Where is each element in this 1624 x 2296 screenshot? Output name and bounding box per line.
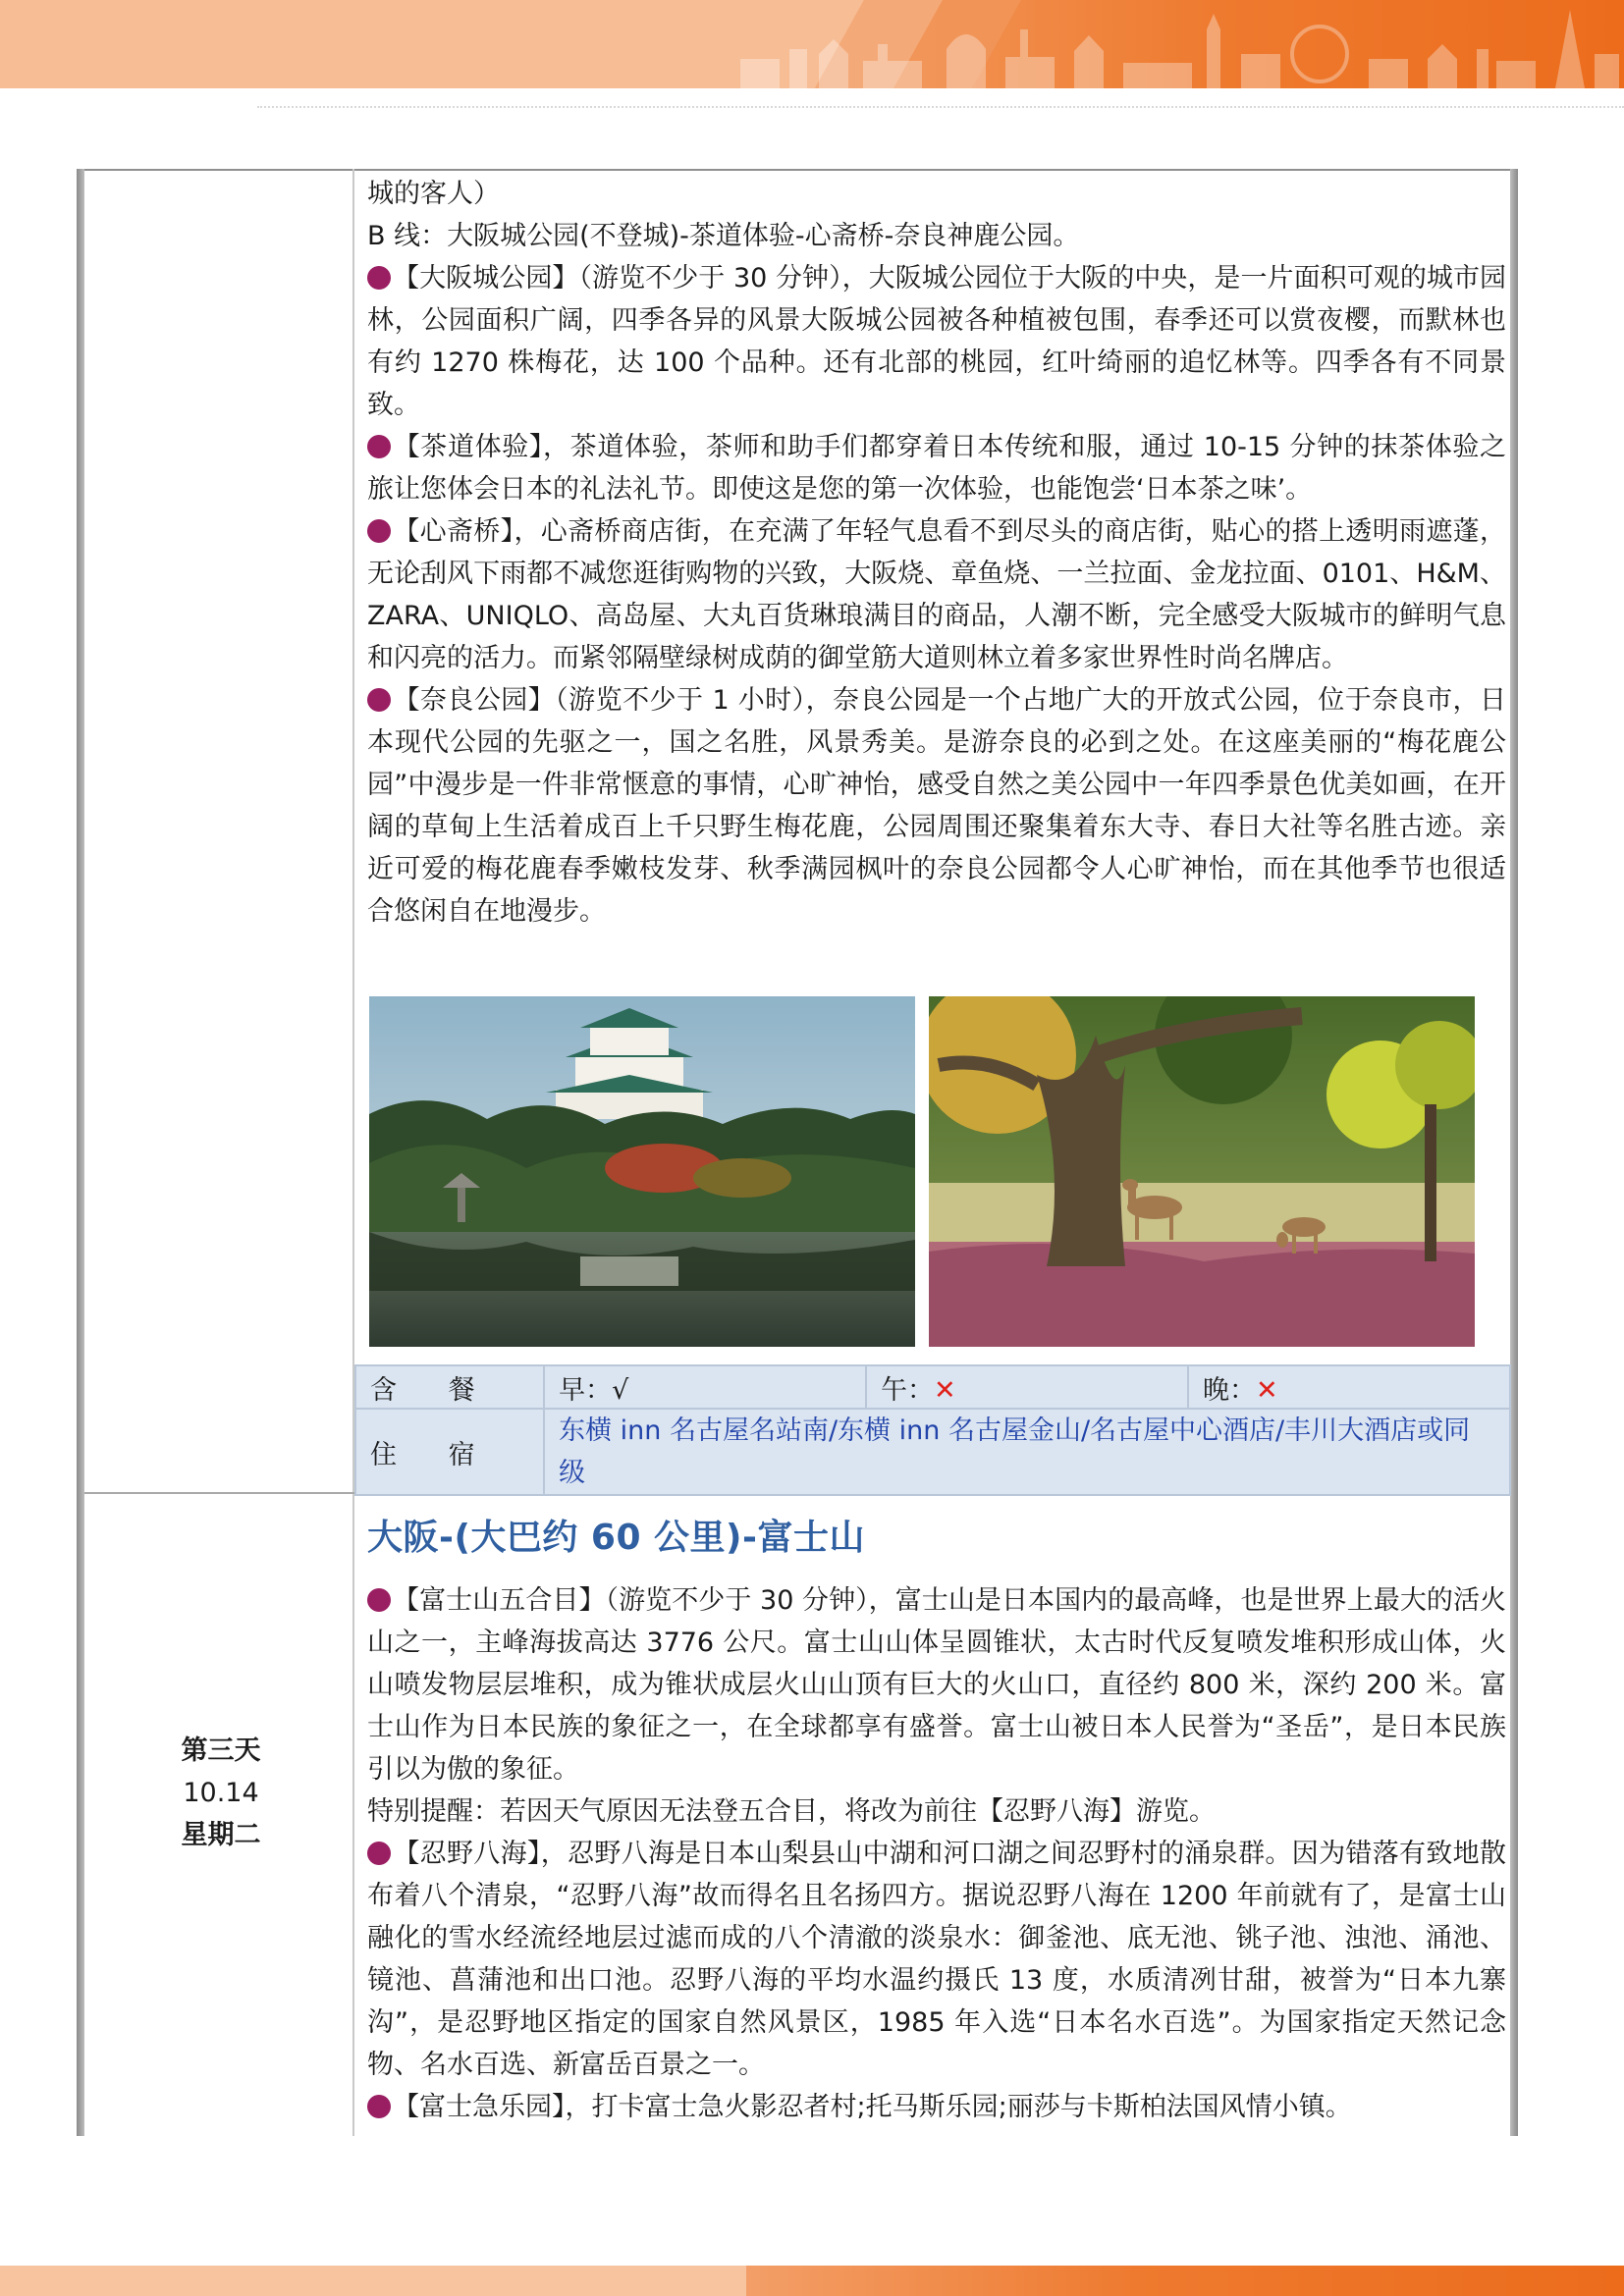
bullet-icon — [367, 519, 391, 543]
day3-label — [88, 1730, 353, 1856]
attraction-tea-ceremony — [367, 426, 1506, 510]
special-reminder: 特别提醒：若因天气原因无法登五合目，将改为前往【忍野八海】游览。 — [367, 1796, 1216, 1827]
table-right-border — [1510, 169, 1518, 2136]
attraction-osaka-castle-park — [367, 257, 1506, 426]
dinner-label: 晚： — [1203, 1374, 1256, 1406]
osaka-castle-photo — [369, 996, 915, 1347]
attraction-nara-park — [367, 679, 1506, 933]
attraction-fuji-5th-station — [367, 1579, 1506, 1790]
attraction-text: ，心斋桥商店街，在充满了年轻气息看不到尽头的商店街，贴心的搭上透明雨遮蓬，无论刮风下雨都不减您逛街购物的兴致，大阪烧、章鱼烧、一兰拉面、金龙拉面、0101、H&M、ZARA、UNIQLO、高岛屋、大丸百货琳琅满目的商品，人潮不断，完全感受大阪城市的鲜明气息和闪亮的活力。而紧邻隔壁绿树成荫的御堂筋大道则林立着多家世界性时尚名牌店。 — [367, 516, 1507, 673]
bullet-icon — [367, 2095, 391, 2118]
table-top-border — [77, 169, 1518, 171]
breakfast-label: 早： — [559, 1374, 613, 1406]
attraction-name: 【大阪城公园】 — [393, 263, 579, 294]
bullet-icon — [367, 266, 391, 290]
meals-lodging-table — [354, 1364, 1511, 1496]
lodging-label: 住 宿 — [355, 1409, 544, 1495]
breakfast-cell — [544, 1365, 866, 1409]
attraction-text: ，打卡富士急火影忍者村;托马斯乐园;丽莎与卡斯柏法国风情小镇。 — [565, 2092, 1352, 2122]
dinner-value: ✕ — [1256, 1374, 1278, 1406]
attraction-text: ，茶道体验，茶师和助手们都穿着日本传统和服，通过 10-15 分钟的抹茶体验之旅让您体会日本的礼法礼节。即使这是您的第一次体验，也能饱尝‘日本茶之味’。 — [367, 432, 1506, 505]
dinner-cell — [1188, 1365, 1510, 1409]
day3-content — [367, 1579, 1506, 2128]
bullet-icon — [367, 1588, 391, 1612]
attraction-text: ，忍野八海是日本山梨县山中湖和河口湖之间忍野村的涌泉群。因为错落有致地散布着八个清泉，“忍野八海”故而得名且名扬四方。据说忍野八海在 1200 年前就有了，是富士山融化的雪水经流经地层过滤而成的八个清澈的淡泉水：御釜池、底无池、铫子池、浊池、涌池、镜池、菖蒲池和出口池。忍野八海的平均水温约摄氏 13 度，水质清冽甘甜，被誉为“日本九寨沟”，是忍野地区指定的国家自然风景区，1985 年入选“日本名水百选”。为国家指定天然记念物、名水百选、新富岳百景之一。 — [367, 1839, 1506, 2080]
attraction-text: （游览不少于 30 分钟），富士山是日本国内的最高峰，也是世界上最大的活火山之一，主峰海拔高达 3776 公尺。富士山山体呈圆锥状，太古时代反复喷发堆积形成山体，火山喷发物层层堆积，成为锥状成层火山山顶有巨大的火山口，直径约 800 米，深约 200 米。富士山作为日本民族的象征之一，在全球都享有盛誉。富士山被日本人民誉为“圣岳”，是日本民族引以为傲的象征。 — [367, 1585, 1507, 1785]
attraction-oshino-hakkai — [367, 1833, 1506, 2086]
bullet-icon — [367, 435, 391, 458]
day-date: 10.14 — [183, 1778, 259, 1808]
route-b-line: B 线：大阪城公园(不登城)-茶道体验-心斋桥-奈良神鹿公园。 — [367, 221, 1080, 251]
day-name: 第三天 — [181, 1735, 261, 1766]
attraction-shinsaibashi — [367, 510, 1506, 679]
lunch-cell — [866, 1365, 1188, 1409]
header-banner — [0, 0, 1624, 88]
attraction-name: 【奈良公园】 — [393, 685, 556, 716]
attraction-text: （游览不少于 1 小时），奈良公园是一个占地广大的开放式公园，位于奈良市，日本现代公园的先驱之一，国之名胜，风景秀美。是游奈良的必到之处。在这座美丽的“梅花鹿公园”中漫步是一件非常惬意的事情，心旷神怡，感受自然之美公园中一年四季景色优美如画，在开阔的草甸上生活着成百上千只野生梅花鹿，公园周围还聚集着东大寺、春日大社等名胜古迹。亲近可爱的梅花鹿春季嫩枝发芽、秋季满园枫叶的奈良公园都令人心旷神怡，而在其他季节也很适合悠闲自在地漫步。 — [367, 685, 1507, 927]
bullet-icon — [367, 1842, 391, 1865]
continuation-line: 城的客人） — [367, 179, 500, 209]
lunch-value: ✕ — [934, 1374, 956, 1406]
attraction-name: 【忍野八海】 — [393, 1839, 541, 1869]
breakfast-value: √ — [612, 1374, 629, 1406]
attraction-name: 【富士急乐园】 — [393, 2092, 566, 2122]
city-skyline-icon — [681, 0, 1624, 88]
lunch-label: 午： — [881, 1374, 935, 1406]
attraction-text: （游览不少于 30 分钟），大阪城公园位于大阪的中央，是一片面积可观的城市园林，公园面积广阔，四季各异的风景大阪城公园被各种植被包围，春季还可以赏夜樱，而默林也有约 1270 株梅花，达 100 个品种。还有北部的桃园，红叶绮丽的追忆林等。四季各有不同景致。 — [367, 263, 1506, 420]
attraction-fuji-q-highland — [367, 2086, 1506, 2128]
footer-banner — [0, 2266, 1624, 2296]
day3-route-title: 大阪-(大巴约 60 公里)-富士山 — [367, 1518, 865, 1558]
lodging-value: 东横 inn 名古屋名站南/东横 inn 名古屋金山/名古屋中心酒店/丰川大酒店或同级 — [544, 1409, 1510, 1495]
day2-content — [367, 173, 1506, 933]
table-left-border — [77, 169, 84, 2136]
bullet-icon — [367, 688, 391, 712]
meals-label: 含 餐 — [355, 1365, 544, 1409]
nara-deer-photo — [929, 996, 1475, 1347]
attraction-name: 【茶道体验】 — [393, 432, 544, 462]
attraction-name: 【心斋桥】 — [393, 516, 514, 547]
header-divider — [257, 106, 1624, 108]
day-weekday: 星期二 — [181, 1820, 261, 1850]
attraction-name: 【富士山五合目】 — [393, 1585, 606, 1616]
